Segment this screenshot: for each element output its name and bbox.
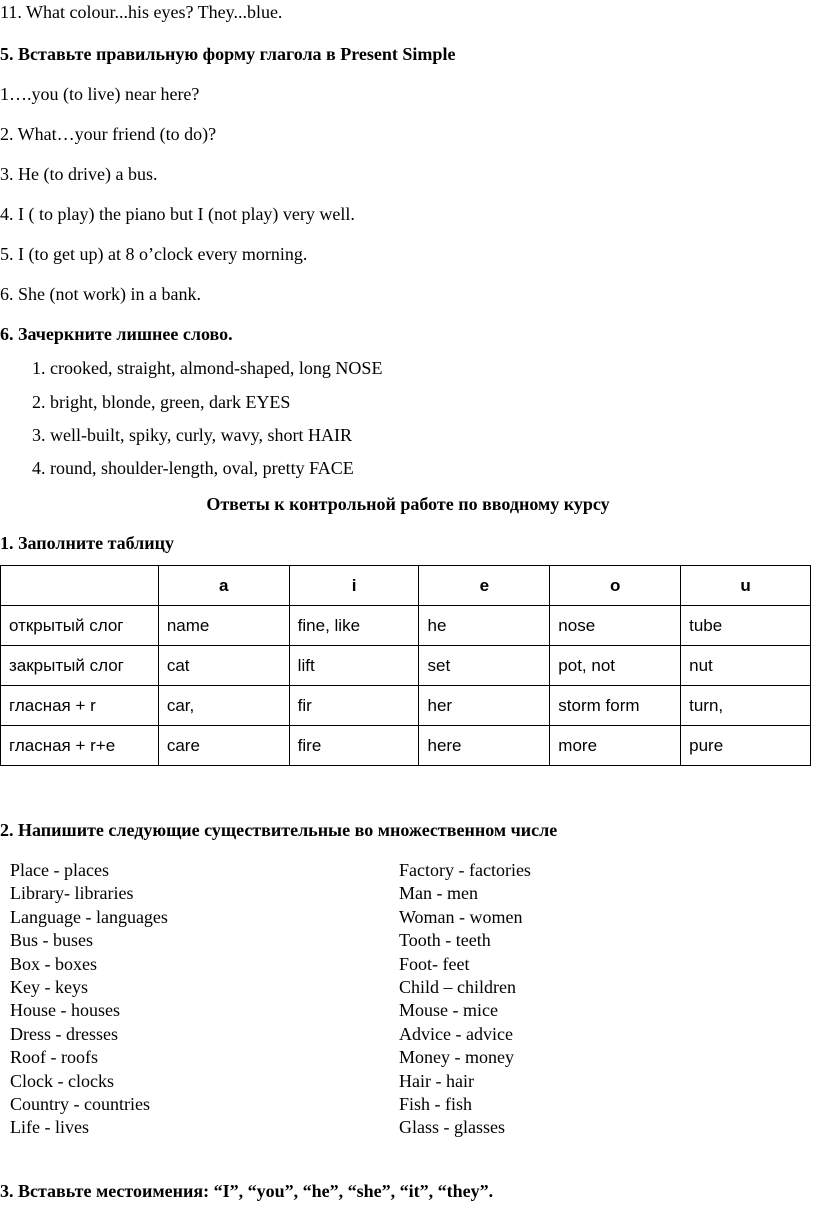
list-item: Glass - glasses bbox=[399, 1117, 505, 1138]
table-cell: pure bbox=[681, 726, 811, 766]
section-5-item: 5. I (to get up) at 8 o’clock every morning. bbox=[0, 244, 308, 264]
table-header-cell: u bbox=[681, 566, 811, 606]
table-cell: car, bbox=[158, 686, 289, 726]
list-item: Box - boxes bbox=[10, 953, 97, 974]
section-5-item: 1….you (to live) near here? bbox=[0, 84, 200, 104]
plural-list-right bbox=[399, 859, 531, 1140]
task-1-heading: 1. Заполните таблицу bbox=[0, 533, 175, 553]
section-5-heading: 5. Вставьте правильную форму глагола в Present Simple bbox=[0, 44, 456, 64]
table-cell: гласная + r+e bbox=[1, 726, 159, 766]
table-cell: her bbox=[419, 686, 550, 726]
section-6-item: 2. bright, blonde, green, dark EYES bbox=[32, 392, 291, 412]
table-cell: fire bbox=[289, 726, 419, 766]
list-item: Woman - women bbox=[399, 906, 523, 927]
list-item: Language - languages bbox=[10, 906, 168, 927]
list-item: Man - men bbox=[399, 883, 478, 904]
table-header-cell: o bbox=[550, 566, 681, 606]
table-cell: fir bbox=[289, 686, 419, 726]
list-item: Dress - dresses bbox=[10, 1023, 118, 1044]
list-item: Money - money bbox=[399, 1047, 514, 1068]
section-5-item: 6. She (not work) in a bank. bbox=[0, 284, 201, 304]
table-cell: гласная + r bbox=[1, 686, 159, 726]
table-cell: turn, bbox=[681, 686, 811, 726]
list-item: Bus - buses bbox=[10, 930, 94, 951]
table-row bbox=[1, 606, 811, 646]
section-5-item: 3. He (to drive) a bus. bbox=[0, 164, 158, 184]
table-row bbox=[1, 686, 811, 726]
list-item: Country - countries bbox=[10, 1094, 150, 1115]
table-cell: nut bbox=[681, 646, 811, 686]
section-6-item: 1. crooked, straight, almond-shaped, long NOSE bbox=[32, 358, 383, 378]
table-cell: fine, like bbox=[289, 606, 419, 646]
table-cell: name bbox=[158, 606, 289, 646]
list-item: Clock - clocks bbox=[10, 1070, 114, 1091]
list-item: Factory - factories bbox=[399, 860, 531, 880]
list-item: House - houses bbox=[10, 1000, 120, 1021]
task-2-heading: 2. Напишите следующие существительные во множественном числе bbox=[0, 820, 558, 840]
table-cell: set bbox=[419, 646, 550, 686]
list-item: Child – children bbox=[399, 977, 516, 998]
table-cell: care bbox=[158, 726, 289, 766]
list-item: Advice - advice bbox=[399, 1023, 513, 1044]
list-item: Fish - fish bbox=[399, 1094, 473, 1115]
list-item: Tooth - teeth bbox=[399, 930, 491, 951]
list-item: Hair - hair bbox=[399, 1070, 474, 1091]
vowels-table bbox=[0, 565, 811, 766]
plural-list-left bbox=[10, 859, 168, 1140]
table-cell: закрытый слог bbox=[1, 646, 159, 686]
table-row bbox=[1, 726, 811, 766]
section-6-item: 3. well-built, spiky, curly, wavy, short HAIR bbox=[32, 425, 352, 445]
table-cell: here bbox=[419, 726, 550, 766]
section-5-item: 4. I ( to play) the piano but I (not play) very well. bbox=[0, 204, 355, 224]
table-cell: nose bbox=[550, 606, 681, 646]
task-3-heading: 3. Вставьте местоимения: “I”, “you”, “he”, “she”, “it”, “they”. bbox=[0, 1181, 494, 1201]
list-item: Library- libraries bbox=[10, 883, 134, 904]
table-cell: more bbox=[550, 726, 681, 766]
table-header-row bbox=[1, 566, 811, 606]
table-cell: открытый слог bbox=[1, 606, 159, 646]
table-cell: tube bbox=[681, 606, 811, 646]
section-5-item: 2. What…your friend (to do)? bbox=[0, 124, 217, 144]
table-header-cell: i bbox=[289, 566, 419, 606]
table-cell: he bbox=[419, 606, 550, 646]
section-6-heading: 6. Зачеркните лишнее слово. bbox=[0, 324, 233, 344]
table-cell: pot, not bbox=[550, 646, 681, 686]
table-row bbox=[1, 646, 811, 686]
table-header-cell bbox=[1, 566, 159, 606]
list-item: Foot- feet bbox=[399, 953, 470, 974]
section-6-item: 4. round, shoulder-length, oval, pretty FACE bbox=[32, 458, 354, 478]
list-item: Mouse - mice bbox=[399, 1000, 498, 1021]
table-cell: cat bbox=[158, 646, 289, 686]
table-header-cell: e bbox=[419, 566, 550, 606]
list-item: Place - places bbox=[10, 860, 109, 880]
table-header-cell: a bbox=[158, 566, 289, 606]
table-cell: storm form bbox=[550, 686, 681, 726]
exercise-11-line: 11. What colour...his eyes? They...blue. bbox=[0, 2, 283, 22]
table-cell: lift bbox=[289, 646, 419, 686]
list-item: Key - keys bbox=[10, 977, 88, 998]
answers-title: Ответы к контрольной работе по вводному курсу bbox=[206, 494, 610, 514]
list-item: Life - lives bbox=[10, 1117, 89, 1138]
list-item: Roof - roofs bbox=[10, 1047, 98, 1068]
